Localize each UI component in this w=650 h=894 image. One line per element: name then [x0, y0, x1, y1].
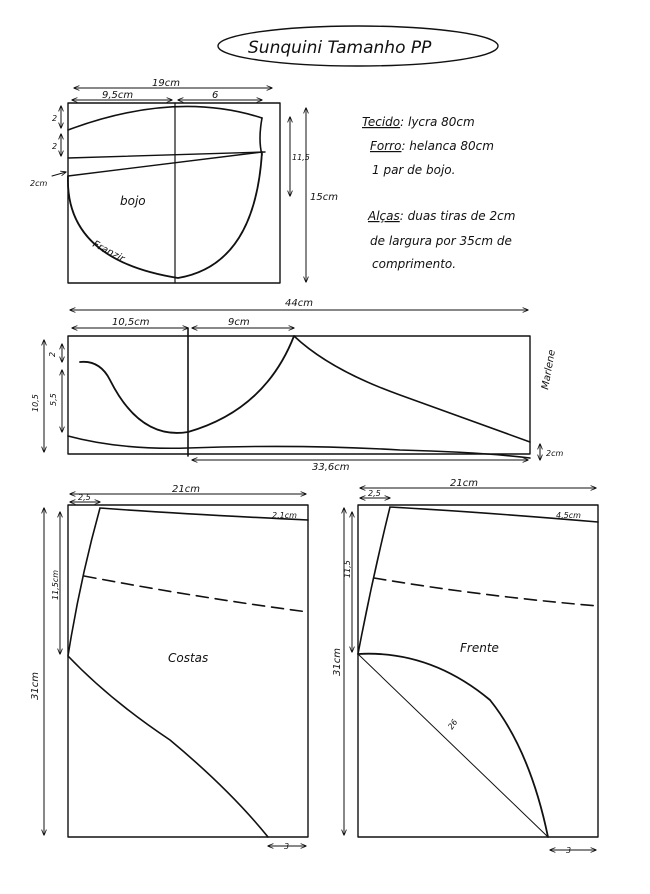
frente-frame: [358, 505, 598, 837]
bojo-dim-right: 6: [212, 90, 219, 101]
title-block: [218, 26, 498, 66]
costas-dim-total: 21cm: [172, 484, 200, 495]
band-dim-2cm: 2cm: [546, 449, 564, 458]
costas-dim-top-right: 2,1cm: [272, 511, 297, 520]
notes-bojo: 1 par de bojo.: [372, 163, 456, 177]
frente-dim-inner: 11,5: [343, 560, 352, 578]
band-lower-line: [68, 436, 530, 458]
frente-dim-bottom: 3: [566, 846, 572, 855]
band-cup-curve: [80, 336, 294, 433]
bojo-top-curve: [68, 106, 262, 130]
frente-dim-total: 21cm: [450, 478, 478, 489]
frente-curve-chord: [358, 654, 548, 837]
frente-dim-top-right: 4,5cm: [556, 511, 581, 520]
frente-dashed-line: [374, 578, 598, 606]
frente-dim-curve: 26: [446, 717, 460, 732]
band-dim-left: 10,5cm: [112, 317, 150, 328]
costas-outline: [68, 508, 308, 837]
bojo-dim-2cm: 2cm: [30, 179, 48, 188]
bojo-dim-height: 15cm: [310, 192, 338, 203]
bojo-frame: [68, 103, 280, 283]
frente-label: Frente: [460, 641, 499, 655]
band-back-slope: [294, 336, 530, 442]
signature: Marlene: [540, 348, 558, 391]
bojo-dim-left: 9,5cm: [102, 90, 134, 101]
band-dim-2: 2: [48, 351, 57, 357]
band-dim-height: 10,5: [31, 394, 40, 412]
notes-alcos-3: comprimento.: [372, 257, 457, 271]
costas-dashed-line: [84, 576, 308, 612]
band-dim-bottom: 33,6cm: [312, 462, 350, 473]
bojo-dim-inner: 11,5: [292, 153, 310, 162]
bojo-dim-2b: 2: [52, 142, 58, 151]
band-dim-inner: 5,5: [49, 393, 58, 406]
bojo-dim-total: 19cm: [152, 78, 180, 89]
bojo-dim-2a: 2: [52, 114, 58, 123]
page-title: Sunquini Tamanho PP: [248, 38, 432, 58]
band-frame: [68, 336, 530, 454]
bojo-cup-curve: [68, 152, 262, 278]
frente-dim-height: 31cm: [332, 648, 343, 676]
band-dim-mid: 9cm: [228, 317, 250, 328]
fabric-notes: [362, 115, 515, 271]
costas-dim-bottom: 3: [284, 842, 290, 851]
notes-alcos-2: de largura por 35cm de: [370, 234, 512, 248]
notes-forro: Forro: helanca 80cm: [370, 139, 494, 153]
piece-costas: [30, 484, 308, 851]
costas-label: Costas: [168, 651, 209, 665]
frente-dim-top: 2,5: [368, 489, 381, 498]
costas-dim-height: 31cm: [30, 672, 41, 700]
piece-frente: [332, 478, 598, 855]
bojo-right-edge: [260, 118, 262, 155]
piece-band: [31, 298, 563, 473]
bojo-label: bojo: [120, 194, 146, 208]
costas-dim-inner: 11,5cm: [51, 569, 60, 600]
notes-alcos: Alças: duas tiras de 2cm: [368, 209, 516, 223]
bojo-dim-2cm-arrow: [52, 172, 66, 176]
bojo-franzir-label: Franzir: [90, 238, 127, 265]
band-dim-total: 44cm: [285, 298, 313, 309]
piece-bojo: [30, 78, 338, 283]
costas-dim-top: 2,5: [78, 493, 91, 502]
notes-tecido: Tecido: lycra 80cm: [362, 115, 475, 129]
costas-frame: [68, 505, 308, 837]
